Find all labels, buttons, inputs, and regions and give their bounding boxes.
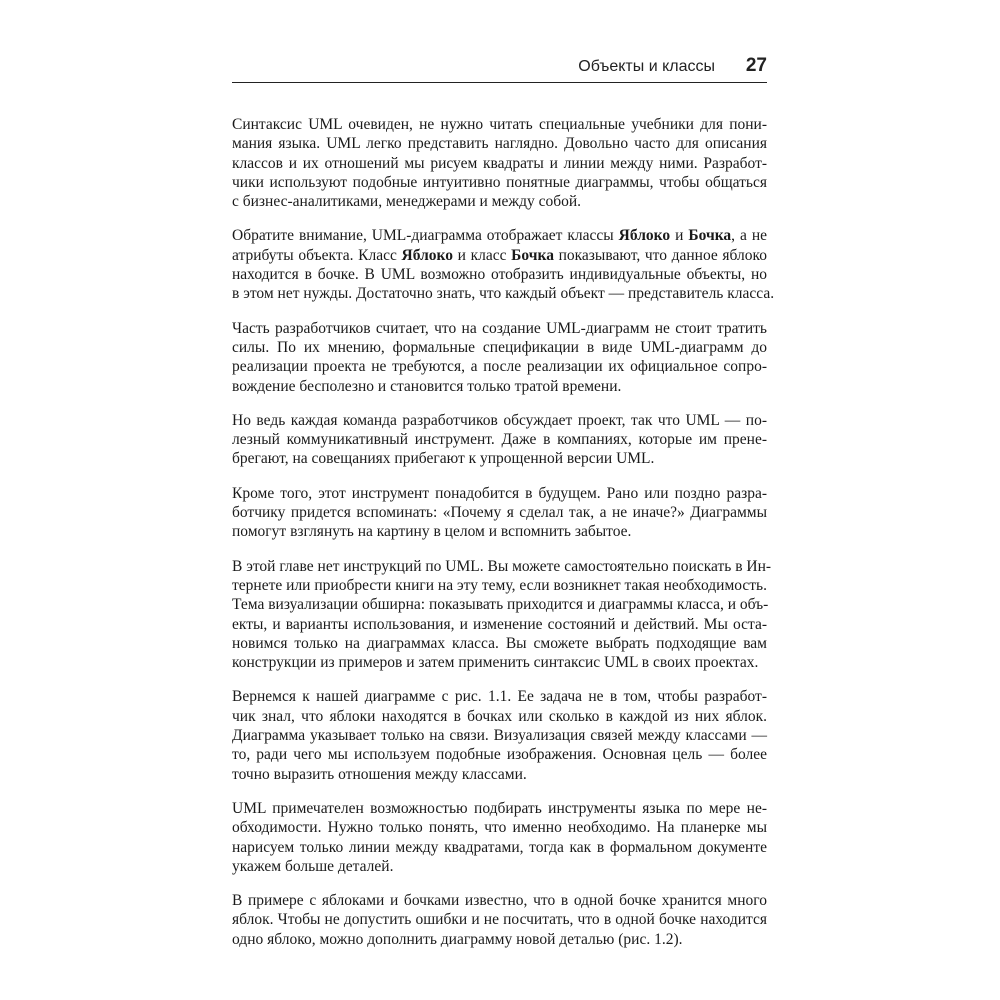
text-segment: одно яблоко, можно дополнить диаграмму новой деталью (рис. 1.2).	[232, 930, 683, 948]
text-line	[232, 818, 767, 837]
text-segment: Вернемся к нашей диаграмме с рис. 1.1. Ее задача не в том, чтобы разработ-	[232, 688, 767, 706]
text-line	[232, 319, 767, 338]
text-line	[232, 891, 767, 910]
text-line	[232, 265, 767, 284]
paragraph	[232, 484, 767, 542]
text-segment: мания языка. UML легко представить наглядно. Довольно часто для описания	[232, 135, 767, 153]
text-segment: екты, и варианты использования, и изменение состояний и действий. Мы оста-	[232, 615, 767, 633]
text-line	[232, 522, 767, 541]
text-segment: новимся только на диаграммах класса. Вы сможете выбрать подходящие вам	[232, 634, 767, 652]
paragraph	[232, 411, 767, 469]
text-line	[232, 154, 767, 173]
bold-term: Бочка	[688, 227, 732, 245]
text-line	[232, 687, 767, 706]
body-text	[232, 115, 775, 964]
text-segment: находится в бочке. В UML возможно отобразить индивидуальные объекты, но	[232, 266, 767, 284]
text-line	[232, 726, 767, 745]
text-segment: ботчику придется вспоминать: «Почему я сделал так, а не иначе?» Диаграммы	[232, 504, 767, 522]
text-segment: Часть разработчиков считает, что на создание UML-диаграмм не стоит тратить	[232, 319, 767, 337]
text-segment: помогут взглянуть на картину в целом и вспомнить забытое.	[232, 523, 632, 541]
text-segment: в этом нет нужды. Достаточно знать, что каждый объект — представитель класса.	[232, 285, 775, 303]
text-line	[232, 173, 767, 192]
bold-term: Бочка	[511, 246, 554, 264]
text-line	[232, 557, 772, 576]
text-segment: точно выразить отношения между классами.	[232, 765, 527, 783]
text-line	[232, 134, 767, 153]
text-segment: атрибуты объекта. Класс	[232, 246, 402, 264]
text-segment: силы. По их мнению, формальные спецификации в виде UML-диаграмм до	[232, 338, 767, 356]
text-line	[232, 707, 767, 726]
text-line	[232, 576, 767, 595]
paragraph	[232, 799, 767, 876]
text-segment: нарисуем только линии между квадратами, тогда как в формальном документе	[232, 838, 767, 856]
text-segment: брегают, на совещаниях прибегают к упрощенной версии UML.	[232, 450, 655, 468]
page-header	[232, 54, 767, 83]
text-line	[232, 226, 767, 245]
text-line	[232, 765, 767, 784]
text-segment: тернете или приобрести книги на эту тему, если возникнет такая необходимость.	[232, 576, 767, 594]
paragraph	[232, 226, 775, 303]
text-segment: показывают, что данное яблоко	[553, 246, 768, 264]
text-line	[232, 411, 767, 430]
page-number: 27	[745, 55, 767, 76]
text-segment: реализации проекта не требуются, а после реализации их официальное сопро-	[232, 358, 767, 376]
paragraph	[232, 891, 767, 949]
text-line	[232, 115, 767, 134]
text-segment: Тема визуализации обширна: показывать приходится и диаграммы класса, и объ-	[232, 596, 769, 614]
text-line	[232, 799, 767, 818]
text-segment: Но ведь каждая команда разработчиков обсуждает проект, так что UML — по-	[232, 411, 767, 429]
text-segment: и класс	[453, 246, 512, 264]
text-segment: Кроме того, этот инструмент понадобится в будущем. Рано или поздно разра-	[232, 484, 767, 502]
text-line	[232, 246, 767, 265]
text-segment: , а не	[731, 227, 768, 245]
text-segment: В этой главе нет инструкций по UML. Вы можете самостоятельно поискать в Ин-	[232, 557, 772, 575]
text-segment: то, ради чего мы используем подобные изображения. Основная цель — более	[232, 746, 767, 764]
text-line	[232, 503, 767, 522]
text-segment: чик знал, что яблоки находятся в бочках или сколько в каждой из них яблок.	[232, 707, 767, 725]
text-segment: лезный коммуникативный инструмент. Даже в компаниях, которые им прене-	[232, 431, 767, 449]
text-line	[232, 634, 767, 653]
text-line	[232, 857, 767, 876]
text-segment: Диаграмма указывает только на связи. Визуализация связей между классами —	[232, 727, 767, 745]
text-line	[232, 930, 767, 949]
text-segment: Синтаксис UML очевиден, не нужно читать специальные учебники для пони-	[232, 116, 767, 133]
text-line	[232, 838, 767, 857]
text-line	[232, 745, 767, 764]
text-segment: с бизнес-аналитиками, менеджерами и между собой.	[232, 193, 582, 211]
text-line	[232, 449, 767, 468]
text-segment: и	[670, 227, 689, 245]
text-line	[232, 615, 767, 634]
text-line	[232, 910, 767, 929]
text-segment: конструкции из примеров и затем применить синтаксис UML в своих проектах.	[232, 654, 759, 672]
text-line	[232, 595, 767, 614]
text-segment: классов и их отношений мы рисуем квадраты и линии между ними. Разработ-	[232, 154, 767, 172]
text-line	[232, 357, 767, 376]
text-segment: яблок. Чтобы не допустить ошибки и не посчитать, что в одной бочке находится	[232, 911, 767, 929]
text-segment: обходимости. Нужно только понять, что именно необходимо. На планерке мы	[232, 819, 767, 837]
text-line	[232, 430, 767, 449]
text-segment: вождение бесполезно и становится только тратой времени.	[232, 377, 622, 395]
chapter-title: Объекты и классы	[578, 58, 715, 75]
text-line	[232, 484, 767, 503]
text-line	[232, 377, 767, 396]
bold-term: Яблоко	[401, 246, 454, 264]
paragraph	[232, 115, 767, 211]
paragraph	[232, 557, 772, 673]
bold-term: Яблоко	[618, 227, 671, 245]
text-line	[232, 653, 767, 672]
paragraph	[232, 687, 767, 783]
text-line	[232, 192, 767, 211]
text-segment: Обратите внимание, UML-диаграмма отображает классы	[232, 227, 619, 245]
text-segment: В примере с яблоками и бочками известно, что в одной бочке хранится много	[232, 892, 767, 910]
text-line	[232, 338, 767, 357]
text-segment: чики используют подобные интуитивно понятные диаграммы, чтобы общаться	[232, 173, 767, 191]
text-line	[232, 284, 775, 303]
text-segment: укажем больше деталей.	[232, 857, 394, 875]
text-segment: UML примечателен возможностью подбирать инструменты языка по мере не-	[232, 799, 767, 817]
paragraph	[232, 319, 767, 396]
